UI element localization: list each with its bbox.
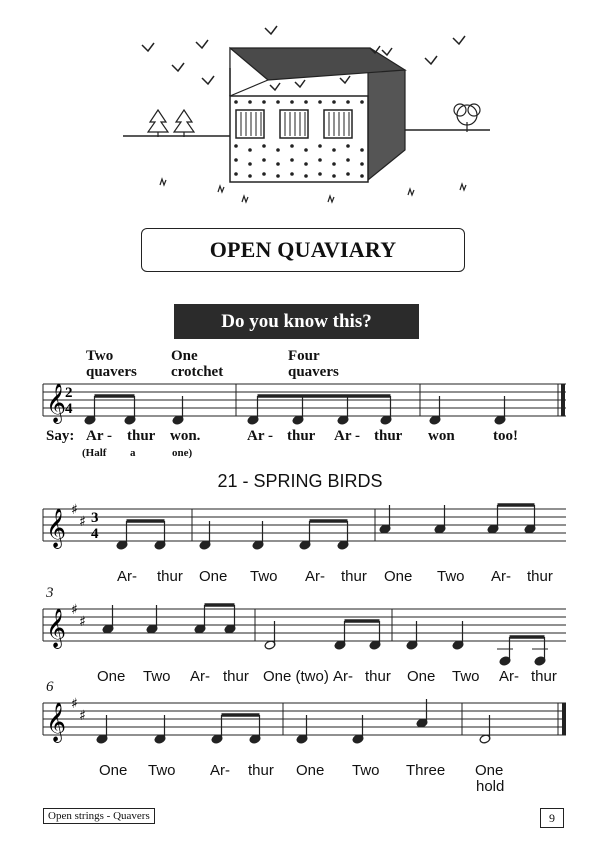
title-box [141, 228, 465, 272]
header-line2: quavers [288, 364, 339, 380]
system-number: 3 [46, 585, 54, 601]
lyric-word: One [97, 668, 126, 685]
lyric-word: Ar- [210, 762, 230, 779]
treble-clef-icon: 𝄞 [46, 383, 67, 423]
lyric-word: Two [437, 568, 465, 585]
header-line2: quavers [86, 364, 137, 380]
lyric-word: Ar - [86, 428, 112, 444]
lyric-word: Two [148, 762, 176, 779]
lyric-word: One [296, 762, 325, 779]
lyric-word: Ar- [190, 668, 210, 685]
header-line1: Two [86, 348, 114, 364]
final-barline [562, 703, 566, 735]
lyric-word: thur [531, 668, 557, 685]
lyric-word: Ar- [333, 668, 353, 685]
song-title: 21 - SPRING BIRDS [217, 471, 383, 491]
lyric-word: Two [250, 568, 278, 585]
hold-instruction: hold [476, 778, 505, 795]
song-staff-2 [0, 600, 600, 670]
aviary-illustration [120, 10, 500, 205]
lyric-word: one) [172, 447, 193, 459]
lyric-word: thur [341, 568, 367, 585]
lyric-word: thur [527, 568, 553, 585]
lyric-word: One [99, 762, 128, 779]
lyric-word: won. [170, 428, 201, 444]
lyric-word: Two [452, 668, 480, 685]
sharp-icon: ♯ [71, 502, 78, 518]
lyric-word: Three [406, 762, 446, 779]
banner-text: Do you know this? [221, 310, 372, 332]
lyric-word: Two [352, 762, 380, 779]
lyric-word: Ar- [305, 568, 325, 585]
sharp-icon: ♯ [79, 514, 86, 530]
lyric-word: (Half [82, 447, 107, 459]
song-staff-3 [0, 694, 600, 754]
footer-section-label: Open strings - Quavers [43, 808, 155, 824]
lyric-word: One [199, 568, 228, 585]
sharp-icon: ♯ [71, 602, 78, 618]
treble-clef-icon: 𝄞 [46, 508, 67, 548]
lyric-word: thur [365, 668, 391, 685]
time-sig-bottom: 4 [65, 401, 73, 417]
header-line1: One [171, 348, 198, 364]
page-title: OPEN QUAVIARY [209, 237, 397, 262]
say-label: Say: [46, 428, 75, 444]
lyric-word: thur [157, 568, 183, 585]
question-banner [174, 304, 419, 339]
page-number: 9 [540, 808, 564, 828]
header-line1: Four [288, 348, 320, 364]
lyric-word: One [384, 568, 413, 585]
header-line2: crotchet [171, 364, 224, 380]
lyric-word: Two [143, 668, 171, 685]
sharp-icon: ♯ [71, 696, 78, 712]
lyric-word: a [130, 447, 136, 459]
lyric-word: Ar- [491, 568, 511, 585]
lyric-word: thur [374, 428, 403, 444]
lyric-word: Ar - [334, 428, 360, 444]
song-staff-1 [0, 500, 600, 560]
treble-clef-icon: 𝄞 [46, 608, 67, 648]
time-sig-top: 3 [91, 510, 99, 526]
time-sig-top: 2 [65, 385, 73, 401]
treble-clef-icon: 𝄞 [46, 702, 67, 742]
lyric-word: thur [248, 762, 274, 779]
lyric-word: thur [223, 668, 249, 685]
lyric-word: One [475, 762, 504, 779]
system-number: 6 [46, 679, 54, 695]
lyric-word: thur [127, 428, 156, 444]
lyric-word: won [428, 428, 455, 444]
lyric-word: thur [287, 428, 316, 444]
lyric-word: too! [493, 428, 518, 444]
sharp-icon: ♯ [79, 708, 86, 724]
lyric-word: Ar- [499, 668, 519, 685]
intro-staff [0, 375, 600, 425]
sharp-icon: ♯ [79, 614, 86, 630]
time-sig-bottom: 4 [91, 526, 99, 542]
lyric-word: One [407, 668, 436, 685]
lyric-word: Ar- [117, 568, 137, 585]
lyric-word: Ar - [247, 428, 273, 444]
lyric-word: One (two) [263, 668, 329, 685]
